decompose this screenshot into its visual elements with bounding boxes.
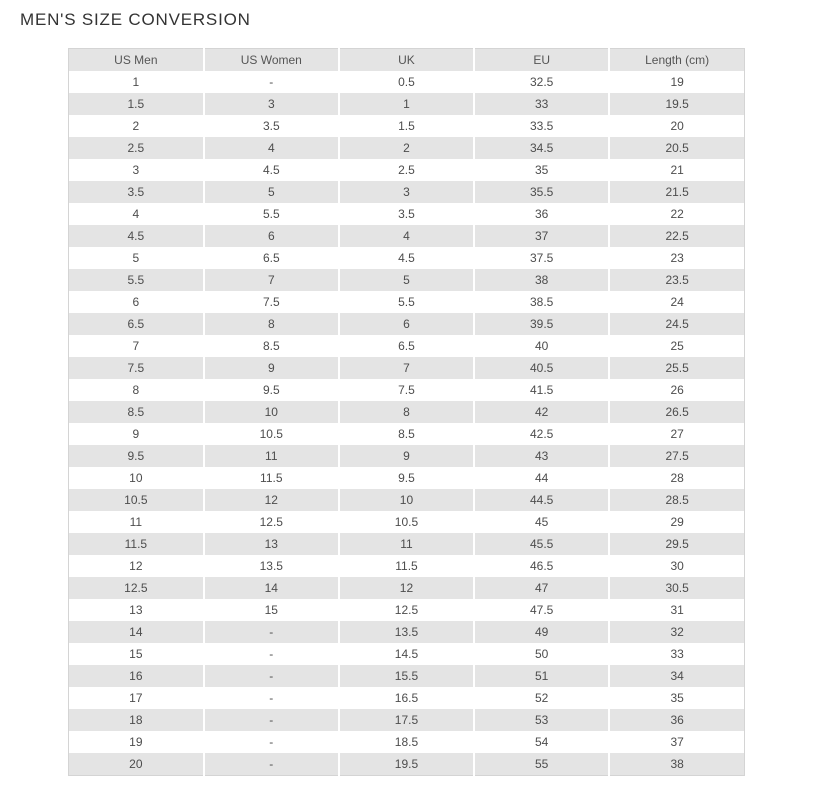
table-cell: 35.5 bbox=[474, 181, 609, 203]
table-cell: 40 bbox=[474, 335, 609, 357]
table-cell: 19.5 bbox=[609, 93, 744, 115]
table-cell: 17 bbox=[69, 687, 204, 709]
table-cell: 1 bbox=[69, 71, 204, 93]
table-cell: 8 bbox=[69, 379, 204, 401]
table-cell: 26.5 bbox=[609, 401, 744, 423]
table-cell: 7.5 bbox=[204, 291, 339, 313]
table-cell: 7 bbox=[69, 335, 204, 357]
table-row bbox=[69, 181, 745, 203]
table-cell: 30 bbox=[609, 555, 744, 577]
table-cell: 15 bbox=[204, 599, 339, 621]
size-conversion-table bbox=[68, 48, 745, 776]
table-cell: 4.5 bbox=[69, 225, 204, 247]
table-cell: 16 bbox=[69, 665, 204, 687]
table-cell: 10.5 bbox=[339, 511, 474, 533]
table-row bbox=[69, 467, 745, 489]
table-cell: 19.5 bbox=[339, 753, 474, 776]
table-row bbox=[69, 225, 745, 247]
table-cell: 9 bbox=[69, 423, 204, 445]
table-cell: 5.5 bbox=[339, 291, 474, 313]
table-cell: 33 bbox=[474, 93, 609, 115]
table-cell: 1.5 bbox=[69, 93, 204, 115]
table-cell: 46.5 bbox=[474, 555, 609, 577]
table-row bbox=[69, 599, 745, 621]
table-cell: 8.5 bbox=[69, 401, 204, 423]
table-cell: 13 bbox=[69, 599, 204, 621]
table-cell: 3.5 bbox=[69, 181, 204, 203]
column-header: Length (cm) bbox=[609, 49, 744, 72]
table-cell: 7 bbox=[339, 357, 474, 379]
table-cell: 8 bbox=[204, 313, 339, 335]
table-cell: 35 bbox=[474, 159, 609, 181]
table-cell: 38 bbox=[609, 753, 744, 776]
table-cell: 9.5 bbox=[204, 379, 339, 401]
table-cell: 19 bbox=[609, 71, 744, 93]
table-cell: 22 bbox=[609, 203, 744, 225]
table-cell: 53 bbox=[474, 709, 609, 731]
table-cell: 17.5 bbox=[339, 709, 474, 731]
table-cell: 8.5 bbox=[204, 335, 339, 357]
table-cell: 6.5 bbox=[339, 335, 474, 357]
table-row bbox=[69, 269, 745, 291]
table-cell: 44 bbox=[474, 467, 609, 489]
table-cell: 34 bbox=[609, 665, 744, 687]
table-cell: 2.5 bbox=[69, 137, 204, 159]
table-cell: 26 bbox=[609, 379, 744, 401]
table-cell: 20.5 bbox=[609, 137, 744, 159]
table-cell: 5 bbox=[69, 247, 204, 269]
table-cell: 9 bbox=[339, 445, 474, 467]
table-cell: 40.5 bbox=[474, 357, 609, 379]
table-cell: 34.5 bbox=[474, 137, 609, 159]
table-cell: 5.5 bbox=[69, 269, 204, 291]
table-cell: 29.5 bbox=[609, 533, 744, 555]
table-cell: 6 bbox=[204, 225, 339, 247]
table-row bbox=[69, 203, 745, 225]
table-cell: 49 bbox=[474, 621, 609, 643]
table-cell: 4 bbox=[339, 225, 474, 247]
table-cell: 45.5 bbox=[474, 533, 609, 555]
table-row bbox=[69, 577, 745, 599]
table-row bbox=[69, 379, 745, 401]
table-cell: 10.5 bbox=[69, 489, 204, 511]
table-cell: 42 bbox=[474, 401, 609, 423]
table-cell: 5 bbox=[204, 181, 339, 203]
table-row bbox=[69, 247, 745, 269]
table-row bbox=[69, 71, 745, 93]
table-row bbox=[69, 687, 745, 709]
table-cell: 36 bbox=[474, 203, 609, 225]
table-cell: 12 bbox=[69, 555, 204, 577]
table-cell: 14 bbox=[204, 577, 339, 599]
table-row bbox=[69, 115, 745, 137]
table-cell: 14 bbox=[69, 621, 204, 643]
table-cell: 5.5 bbox=[204, 203, 339, 225]
table-cell: 11 bbox=[339, 533, 474, 555]
table-cell: 15.5 bbox=[339, 665, 474, 687]
table-cell: 27 bbox=[609, 423, 744, 445]
table-cell: 7.5 bbox=[69, 357, 204, 379]
table-cell: 1.5 bbox=[339, 115, 474, 137]
table-cell: 2 bbox=[69, 115, 204, 137]
table-cell: 2.5 bbox=[339, 159, 474, 181]
table-row bbox=[69, 643, 745, 665]
page-title: MEN'S SIZE CONVERSION bbox=[20, 10, 251, 29]
table-cell: 7 bbox=[204, 269, 339, 291]
table-cell: 29 bbox=[609, 511, 744, 533]
table-cell: 16.5 bbox=[339, 687, 474, 709]
table-cell: 28 bbox=[609, 467, 744, 489]
table-row bbox=[69, 731, 745, 753]
table-row bbox=[69, 445, 745, 467]
table-cell: 6 bbox=[339, 313, 474, 335]
table-cell: - bbox=[204, 731, 339, 753]
table-cell: 3.5 bbox=[339, 203, 474, 225]
table-cell: 20 bbox=[69, 753, 204, 776]
table-cell: 15 bbox=[69, 643, 204, 665]
table-row bbox=[69, 291, 745, 313]
table-head bbox=[69, 49, 745, 72]
table-cell: 9.5 bbox=[339, 467, 474, 489]
table-cell: - bbox=[204, 709, 339, 731]
table-row bbox=[69, 313, 745, 335]
table-cell: 45 bbox=[474, 511, 609, 533]
table-cell: 38.5 bbox=[474, 291, 609, 313]
table-cell: 47.5 bbox=[474, 599, 609, 621]
table-row bbox=[69, 137, 745, 159]
table-cell: 12 bbox=[339, 577, 474, 599]
table-cell: 42.5 bbox=[474, 423, 609, 445]
table-cell: 33.5 bbox=[474, 115, 609, 137]
table-cell: 13.5 bbox=[204, 555, 339, 577]
table-cell: 44.5 bbox=[474, 489, 609, 511]
table-row bbox=[69, 665, 745, 687]
table-cell: 36 bbox=[609, 709, 744, 731]
table-cell: 31 bbox=[609, 599, 744, 621]
table-header-row bbox=[69, 49, 745, 72]
table-cell: 3 bbox=[339, 181, 474, 203]
table-cell: 7.5 bbox=[339, 379, 474, 401]
table-cell: 37.5 bbox=[474, 247, 609, 269]
table-row bbox=[69, 709, 745, 731]
table-row bbox=[69, 621, 745, 643]
table-row bbox=[69, 511, 745, 533]
table-cell: 43 bbox=[474, 445, 609, 467]
table-cell: 11 bbox=[69, 511, 204, 533]
table-cell: 18.5 bbox=[339, 731, 474, 753]
table-row bbox=[69, 489, 745, 511]
table-cell: 18 bbox=[69, 709, 204, 731]
table-cell: 39.5 bbox=[474, 313, 609, 335]
table-cell: 4.5 bbox=[339, 247, 474, 269]
table-row bbox=[69, 159, 745, 181]
table-cell: 4 bbox=[69, 203, 204, 225]
table-cell: 10.5 bbox=[204, 423, 339, 445]
table-cell: 37 bbox=[474, 225, 609, 247]
table-cell: 9.5 bbox=[69, 445, 204, 467]
table-cell: 12 bbox=[204, 489, 339, 511]
table-row bbox=[69, 753, 745, 776]
table-cell: 8.5 bbox=[339, 423, 474, 445]
table-cell: 1 bbox=[339, 93, 474, 115]
table-cell: 6.5 bbox=[69, 313, 204, 335]
table-cell: 35 bbox=[609, 687, 744, 709]
table-cell: 24.5 bbox=[609, 313, 744, 335]
table-cell: 32.5 bbox=[474, 71, 609, 93]
column-header: EU bbox=[474, 49, 609, 72]
table-cell: 22.5 bbox=[609, 225, 744, 247]
table-cell: 11 bbox=[204, 445, 339, 467]
table-cell: 25 bbox=[609, 335, 744, 357]
table-row bbox=[69, 533, 745, 555]
table-cell: 23.5 bbox=[609, 269, 744, 291]
table-cell: 47 bbox=[474, 577, 609, 599]
table-cell: - bbox=[204, 753, 339, 776]
table-cell: 13 bbox=[204, 533, 339, 555]
table-cell: 13.5 bbox=[339, 621, 474, 643]
table-cell: 55 bbox=[474, 753, 609, 776]
table-cell: 33 bbox=[609, 643, 744, 665]
table-cell: 8 bbox=[339, 401, 474, 423]
table-cell: 10 bbox=[204, 401, 339, 423]
table-cell: 32 bbox=[609, 621, 744, 643]
table-cell: 50 bbox=[474, 643, 609, 665]
table-cell: 11.5 bbox=[339, 555, 474, 577]
table-cell: 0.5 bbox=[339, 71, 474, 93]
column-header: US Men bbox=[69, 49, 204, 72]
table-cell: 54 bbox=[474, 731, 609, 753]
table-cell: 11.5 bbox=[69, 533, 204, 555]
table-cell: - bbox=[204, 665, 339, 687]
table-cell: 21.5 bbox=[609, 181, 744, 203]
table-cell: 21 bbox=[609, 159, 744, 181]
table-cell: 14.5 bbox=[339, 643, 474, 665]
table-cell: 12.5 bbox=[69, 577, 204, 599]
table-cell: 52 bbox=[474, 687, 609, 709]
table-cell: 38 bbox=[474, 269, 609, 291]
table-cell: - bbox=[204, 621, 339, 643]
table-row bbox=[69, 335, 745, 357]
table-cell: 5 bbox=[339, 269, 474, 291]
table-cell: 41.5 bbox=[474, 379, 609, 401]
table-cell: 20 bbox=[609, 115, 744, 137]
table-cell: 24 bbox=[609, 291, 744, 313]
table-cell: 25.5 bbox=[609, 357, 744, 379]
table-cell: - bbox=[204, 71, 339, 93]
table-row bbox=[69, 401, 745, 423]
table-cell: - bbox=[204, 687, 339, 709]
table-cell: 3 bbox=[204, 93, 339, 115]
table-cell: 6 bbox=[69, 291, 204, 313]
table-cell: 3.5 bbox=[204, 115, 339, 137]
table-cell: 30.5 bbox=[609, 577, 744, 599]
table-cell: 27.5 bbox=[609, 445, 744, 467]
table-cell: 6.5 bbox=[204, 247, 339, 269]
table-cell: 51 bbox=[474, 665, 609, 687]
table-cell: 23 bbox=[609, 247, 744, 269]
table-cell: 9 bbox=[204, 357, 339, 379]
table-cell: 37 bbox=[609, 731, 744, 753]
table-cell: - bbox=[204, 643, 339, 665]
table-cell: 19 bbox=[69, 731, 204, 753]
table-cell: 11.5 bbox=[204, 467, 339, 489]
table-cell: 4 bbox=[204, 137, 339, 159]
table-body bbox=[69, 71, 745, 776]
table-cell: 28.5 bbox=[609, 489, 744, 511]
table-row bbox=[69, 93, 745, 115]
table-cell: 10 bbox=[339, 489, 474, 511]
table-row bbox=[69, 423, 745, 445]
column-header: UK bbox=[339, 49, 474, 72]
column-header: US Women bbox=[204, 49, 339, 72]
table-cell: 4.5 bbox=[204, 159, 339, 181]
table-cell: 2 bbox=[339, 137, 474, 159]
table-cell: 12.5 bbox=[204, 511, 339, 533]
table-cell: 3 bbox=[69, 159, 204, 181]
table-cell: 12.5 bbox=[339, 599, 474, 621]
table-row bbox=[69, 357, 745, 379]
table-row bbox=[69, 555, 745, 577]
table-cell: 10 bbox=[69, 467, 204, 489]
